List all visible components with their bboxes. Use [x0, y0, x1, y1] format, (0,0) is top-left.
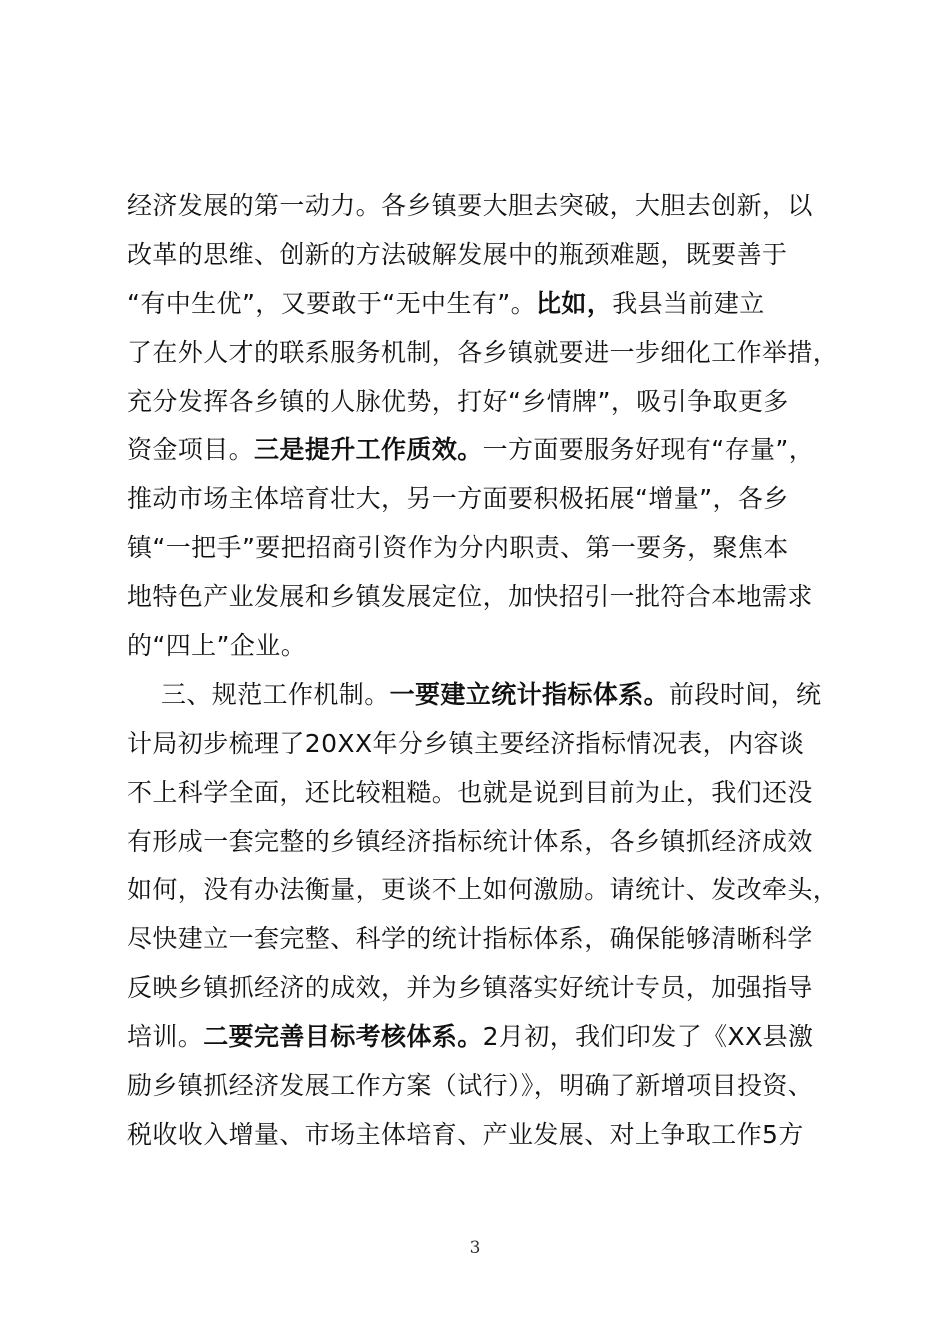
text-line: 经济发展的第一动力。各乡镇要大胆去突破，大胆去创新，以	[127, 191, 813, 220]
text-line: 资金项目。三是提升工作质效。一方面要服务好现有“存量”，	[127, 435, 815, 465]
text-line: 计局初步梳理了20XX年分乡镇主要经济指标情况表，内容谈	[127, 728, 805, 758]
text-line: 税收收入增量、市场主体培育、产业发展、对上争取工作5方	[127, 1119, 804, 1149]
text-line: 三、规范工作机制。一要建立统计指标体系。前段时间，统	[161, 679, 822, 709]
text-line: 不上科学全面，还比较粗糙。也就是说到目前为止，我们还没	[127, 777, 813, 807]
bold-phrase: 二要完善目标考核体系。	[203, 1022, 483, 1052]
bold-phrase: 比如，	[536, 288, 613, 318]
text-line: 推动市场主体培育壮大，另一方面要积极拓展“增量”，各乡	[127, 484, 789, 514]
section-heading: 三、规范工作机制。	[161, 679, 390, 709]
text-line: 镇“一把手”要把招商引资作为分内职责、第一要务，聚焦本	[127, 533, 789, 563]
text-line: 的“四上”企业。	[127, 631, 307, 661]
text-line: 励乡镇抓经济发展工作方案（试行）》，明确了新增项目投资、	[127, 1071, 814, 1101]
text-line: 地特色产业发展和乡镇发展定位，加快招引一批符合本地需求	[127, 582, 813, 612]
text-line: 反映乡镇抓经济的成效，并为乡镇落实好统计专员，加强指导	[127, 973, 813, 1003]
text-line: 改革的思维、创新的方法破解发展中的瓶颈难题，既要善于	[127, 239, 788, 269]
text-line: 如何，没有办法衡量，更谈不上如何激励。请统计、发改牵头，	[127, 875, 839, 905]
text-line: 充分发挥各乡镇的人脉优势，打好“乡情牌”，吸引争取更多	[127, 386, 789, 416]
text-line: 培训。二要完善目标考核体系。2月初，我们印发了《XX县激	[127, 1022, 814, 1052]
text-line: 了在外人才的联系服务机制，各乡镇就要进一步细化工作举措，	[127, 337, 839, 367]
page-number: 3	[469, 1238, 481, 1258]
text-line: 尽快建立一套完整、科学的统计指标体系，确保能够清晰科学	[127, 924, 813, 954]
text-line: “有中生优”，又要敢于“无中生有”。比如，我县当前建立	[127, 288, 765, 318]
bold-phrase: 三是提升工作质效。	[254, 435, 483, 465]
text-line: 有形成一套完整的乡镇经济指标统计体系，各乡镇抓经济成效	[127, 826, 813, 856]
body-text	[127, 182, 847, 1160]
bold-phrase: 一要建立统计指标体系。	[389, 679, 670, 709]
